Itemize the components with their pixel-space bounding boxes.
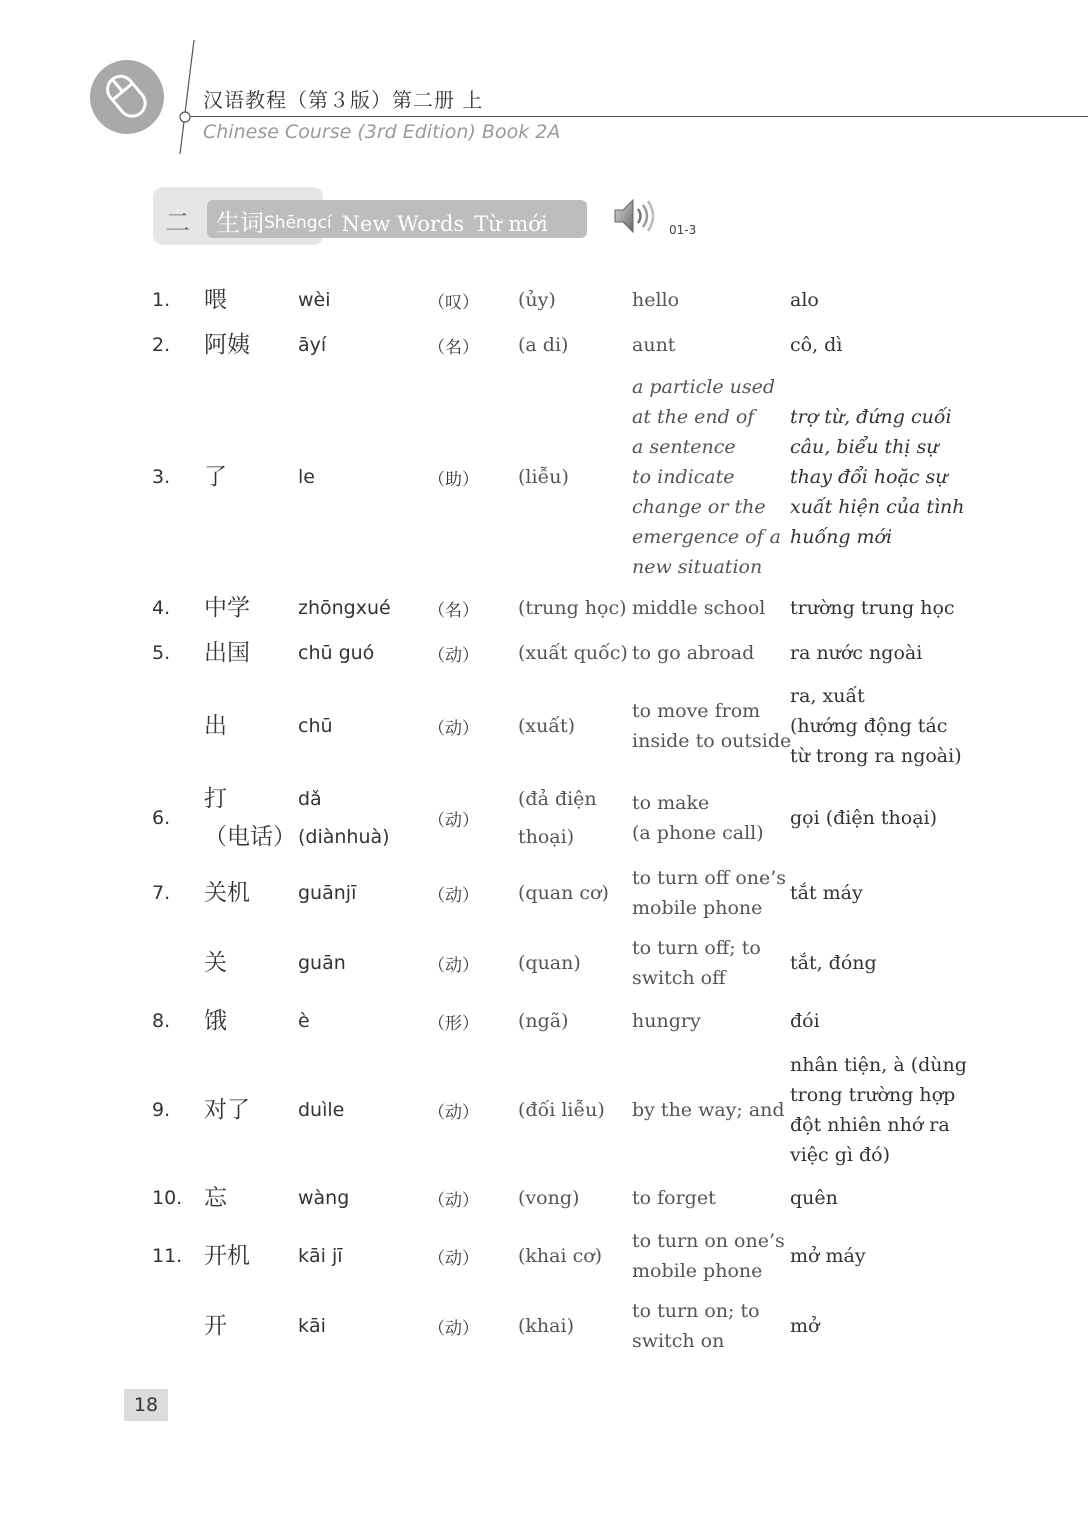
vocab-hanzi-line: 关 [204,950,227,976]
vocab-hanviet-line: (a di) [518,334,569,356]
vocab-pinyin [298,1049,344,1171]
vocab-hanzi [204,1003,227,1039]
vocab-hanzi-line: 忘 [204,1185,227,1211]
vocab-english-line: by the way; and [632,1099,785,1121]
vocab-english [632,1049,785,1171]
vocab-vietnamese [790,1049,967,1171]
vocab-pinyin-line: wàng [298,1187,350,1209]
vocab-hanviet [518,1296,574,1356]
vocab-hanviet [518,933,581,993]
vocab-row [0,779,1088,857]
vocab-vietnamese-line: trường trung học [790,597,955,619]
vocab-number: 4. [152,597,171,619]
vocab-vietnamese-line: cô, dì [790,334,843,356]
vocab-hanzi [204,590,250,626]
vocab-english-line: to move from [632,700,761,722]
vocab-pinyin-line: (diànhuà) [298,826,390,848]
vocab-row [0,1226,1088,1286]
vocab-english-line: to turn on; to [632,1300,760,1322]
vocab-hanviet [518,1180,579,1216]
book-logo [90,60,164,134]
vocab-vietnamese-line: trong trường hợp [790,1084,956,1106]
vocab-hanviet-line: (khai cơ) [518,1245,603,1267]
vocab-hanzi [204,779,296,857]
vocab-pinyin [298,933,346,993]
vocab-pinyin-line: è [298,1010,310,1032]
vocab-pinyin-line: dǎ [298,788,322,810]
vocab-pinyin [298,635,374,671]
vocab-pinyin-line: wèi [298,289,331,311]
vocab-row [0,1003,1088,1039]
vocab-hanzi [204,1226,250,1286]
vocab-vietnamese [790,1180,960,1216]
vocab-number: 10. [152,1187,183,1209]
vocab-hanzi-line: 出国 [204,640,250,666]
vocab-english-line: to turn off; to [632,937,761,959]
vocab-hanviet [518,1003,569,1039]
vocab-part-of-speech: （形） [428,1013,479,1034]
speaker-icon[interactable] [613,197,657,235]
header-rule [190,116,1088,117]
vocab-hanzi [204,933,227,993]
vocab-number: 2. [152,334,171,356]
vocab-row [0,327,1088,363]
book-title-cn: 汉语教程（第３版）第二册 上 [203,88,484,112]
vocab-vietnamese [790,635,960,671]
vocab-vietnamese-line: câu, biểu thị sự [790,436,939,458]
vocab-pinyin [298,681,333,771]
vocab-english-line: emergence of a [632,526,781,548]
vocab-vietnamese [790,933,960,993]
vocab-number: 1. [152,289,171,311]
vocab-pinyin-line: guānjī [298,882,357,904]
vocab-hanviet [518,590,627,626]
vocab-hanviet-line: (liễu) [518,466,569,488]
vocab-hanviet-line: (xuất quốc) [518,642,628,664]
vocab-english [632,590,782,626]
vocab-number: 6. [152,807,171,829]
audio-track-number: 01-3 [669,223,697,237]
vocab-row [0,933,1088,993]
vocab-hanzi [204,863,250,923]
vocab-hanviet-line: (quan cơ) [518,882,609,904]
vocab-vietnamese [790,282,960,318]
vocab-pinyin [298,1003,310,1039]
vocab-part-of-speech: （名） [428,600,479,621]
vocab-english-line: to make [632,792,710,814]
vocab-pinyin [298,327,326,363]
vocab-vietnamese-line: từ trong ra ngoài) [790,745,962,767]
vocab-hanzi-line: 对了 [204,1097,250,1123]
vocab-hanzi-line: 开 [204,1313,227,1339]
vocab-english-line: at the end of [632,406,755,428]
vocab-hanzi [204,372,227,582]
vocab-vietnamese [790,863,960,923]
vocab-pinyin [298,372,315,582]
vocab-pinyin [298,1296,326,1356]
vocab-vietnamese [790,327,960,363]
vocab-pinyin [298,779,390,857]
page-number: 18 [124,1389,168,1421]
section-title-cn: 生词 [216,209,264,237]
vocab-hanzi-line: 了 [204,464,227,490]
vocab-hanviet [518,779,597,857]
vocab-english [632,1226,785,1286]
vocab-english-line: to turn on one’s [632,1230,785,1252]
vocab-pinyin [298,1180,349,1216]
vocab-english-line: hungry [632,1010,701,1032]
vocab-vietnamese [790,590,960,626]
vocab-vietnamese-line: đói [790,1010,820,1032]
vocab-english [632,681,792,771]
vocab-english-line: middle school [632,597,766,619]
vocab-hanzi-line: 开机 [204,1243,250,1269]
vocab-hanzi [204,681,227,771]
vocab-part-of-speech: （动） [428,645,479,666]
vocab-vietnamese-line: nhân tiện, à (dùng [790,1054,967,1076]
vocab-vietnamese-line: ra, xuất [790,685,865,707]
vocab-vietnamese-line: ra nước ngoài [790,642,923,664]
vocab-row [0,1180,1088,1216]
vocab-hanviet-line: (đả điện [518,788,597,810]
vocab-pinyin [298,863,356,923]
vocab-number: 8. [152,1010,171,1032]
vocab-hanviet-line: (đối liễu) [518,1099,605,1121]
vocab-hanzi-line: 中学 [204,595,250,621]
vocab-row [0,863,1088,923]
vocab-hanviet-line: (ủy) [518,289,556,311]
vocab-row [0,681,1088,771]
vocab-english [632,933,782,993]
vocab-english-line: to go abroad [632,642,755,664]
section-title-vi: Từ mới [474,212,548,236]
vocab-pinyin [298,1226,343,1286]
vocab-vietnamese-line: (hướng động tác [790,715,948,737]
vocab-pinyin-line: zhōngxué [298,597,391,619]
vocab-hanviet-line: (xuất) [518,715,576,737]
vocab-pinyin-line: chū [298,715,333,737]
vocab-pinyin-line: kāi [298,1315,326,1337]
vocab-vietnamese-line: xuất hiện của tình [790,496,965,518]
vocab-hanviet-line: (vong) [518,1187,580,1209]
vocab-vietnamese-line: mở máy [790,1245,866,1267]
vocab-english [632,1296,782,1356]
vocab-vietnamese-line: tắt, đóng [790,952,877,974]
vocab-vietnamese-line: quên [790,1187,838,1209]
vocab-vietnamese [790,372,965,582]
vocab-vietnamese-line: việc gì đó) [790,1144,891,1166]
vocab-english-line: switch off [632,967,726,989]
vocab-english-line: a sentence [632,436,736,458]
vocab-pinyin-line: āyí [298,334,327,356]
vocab-pinyin-line: guān [298,952,346,974]
vocab-hanzi [204,327,250,363]
vocab-pinyin-line: chū guó [298,642,375,664]
vocab-hanviet [518,282,556,318]
vocab-hanviet [518,681,575,771]
vocab-english [632,282,782,318]
vocab-english-line: new situation [632,556,763,578]
vocab-hanzi [204,635,250,671]
vocab-hanviet [518,1226,602,1286]
vocab-row [0,1296,1088,1356]
vocab-hanviet [518,863,609,923]
vocab-hanviet-line: (trung học) [518,597,627,619]
vocab-vietnamese-line: gọi (điện thoại) [790,807,938,829]
vocab-hanviet [518,327,568,363]
vocab-english-line: to forget [632,1187,716,1209]
vocab-row [0,372,1088,582]
vocab-english-line: mobile phone [632,1260,763,1282]
vocab-hanzi-line: 阿姨 [204,332,250,358]
vocab-hanzi-line: 饿 [204,1008,227,1034]
vocab-english [632,1003,782,1039]
section-number: 二 [165,208,191,237]
vocab-english-line: inside to outside [632,730,792,752]
vocab-english [632,635,782,671]
vocab-hanviet [518,635,628,671]
vocab-vietnamese [790,1226,960,1286]
vocab-english-line: hello [632,289,680,311]
section-title [216,203,548,238]
vocab-part-of-speech: （动） [428,955,479,976]
vocab-hanzi [204,1180,227,1216]
vocab-row [0,635,1088,671]
vocab-pinyin [298,282,331,318]
vocab-row [0,1049,1088,1171]
vocab-english [632,1180,782,1216]
section-title-pinyin: Shēngcí [264,213,332,233]
vocab-hanviet-line: (ngã) [518,1010,569,1032]
vocab-vietnamese-line: thay đổi hoặc sự [790,466,948,488]
vocab-english-line: change or the [632,496,766,518]
vocab-vietnamese-line: trợ từ, đứng cuối [790,406,952,428]
vocab-vietnamese [790,681,960,771]
vocab-english-line: a particle used [632,376,776,398]
vocab-number: 7. [152,882,171,904]
vocab-row [0,282,1088,318]
vocab-pinyin-line: kāi jī [298,1245,343,1267]
vocab-english-line: to indicate [632,466,735,488]
vocab-number: 5. [152,642,171,664]
vocab-number: 11. [152,1245,183,1267]
vocab-hanzi [204,1049,250,1171]
vocab-vietnamese-line: alo [790,289,819,311]
vocab-english [632,327,782,363]
vocab-pinyin-line: le [298,466,315,488]
vocab-english [632,372,782,582]
vocab-vietnamese [790,1296,960,1356]
vocab-hanviet-line: (khai) [518,1315,574,1337]
vocab-english-line: aunt [632,334,676,356]
vocab-part-of-speech: （叹） [428,292,479,313]
vocab-vietnamese-line: huống mới [790,526,893,548]
vocab-part-of-speech: （动） [428,885,479,906]
vocab-hanzi-line: 出 [204,713,227,739]
vocab-english [632,863,787,923]
vocab-english-line: (a phone call) [632,822,764,844]
vocab-pinyin [298,590,391,626]
vocab-part-of-speech: （动） [428,718,479,739]
vocab-number: 3. [152,466,171,488]
vocab-hanviet-line: (quan) [518,952,581,974]
vocab-part-of-speech: （动） [428,1248,479,1269]
vocab-english-line: mobile phone [632,897,763,919]
vocab-vietnamese [790,779,960,857]
vocab-part-of-speech: （助） [428,469,479,490]
vocab-english [632,779,782,857]
mouse-icon [90,60,164,134]
vocab-part-of-speech: （动） [428,1318,479,1339]
vocab-vietnamese-line: tắt máy [790,882,863,904]
vocab-part-of-speech: （动） [428,810,479,831]
book-title-en: Chinese Course (3rd Edition) Book 2A [203,121,561,143]
vocab-hanviet [518,1049,605,1171]
vocab-part-of-speech: （名） [428,337,479,358]
vocab-row [0,590,1088,626]
vocab-part-of-speech: （动） [428,1190,479,1211]
vocab-vietnamese-line: đột nhiên nhớ ra [790,1114,950,1136]
section-title-en: New Words [341,212,465,236]
vocab-hanviet [518,372,569,582]
vocab-vietnamese [790,1003,960,1039]
vocab-english-line: switch on [632,1330,725,1352]
vocab-hanzi [204,282,227,318]
vocab-vietnamese-line: mở [790,1315,820,1337]
vocab-pinyin-line: duìle [298,1099,345,1121]
vocab-hanzi [204,1296,227,1356]
vocab-english-line: to turn off one’s [632,867,787,889]
vocab-hanzi-line: 打 [204,786,227,812]
vocab-hanviet-line: thoại) [518,826,575,848]
vocab-hanzi-line: 喂 [204,287,227,313]
vocab-number: 9. [152,1099,171,1121]
vocab-part-of-speech: （动） [428,1102,479,1123]
vocab-hanzi-line: 关机 [204,880,250,906]
vocab-hanzi-line: （电话） [204,824,296,850]
